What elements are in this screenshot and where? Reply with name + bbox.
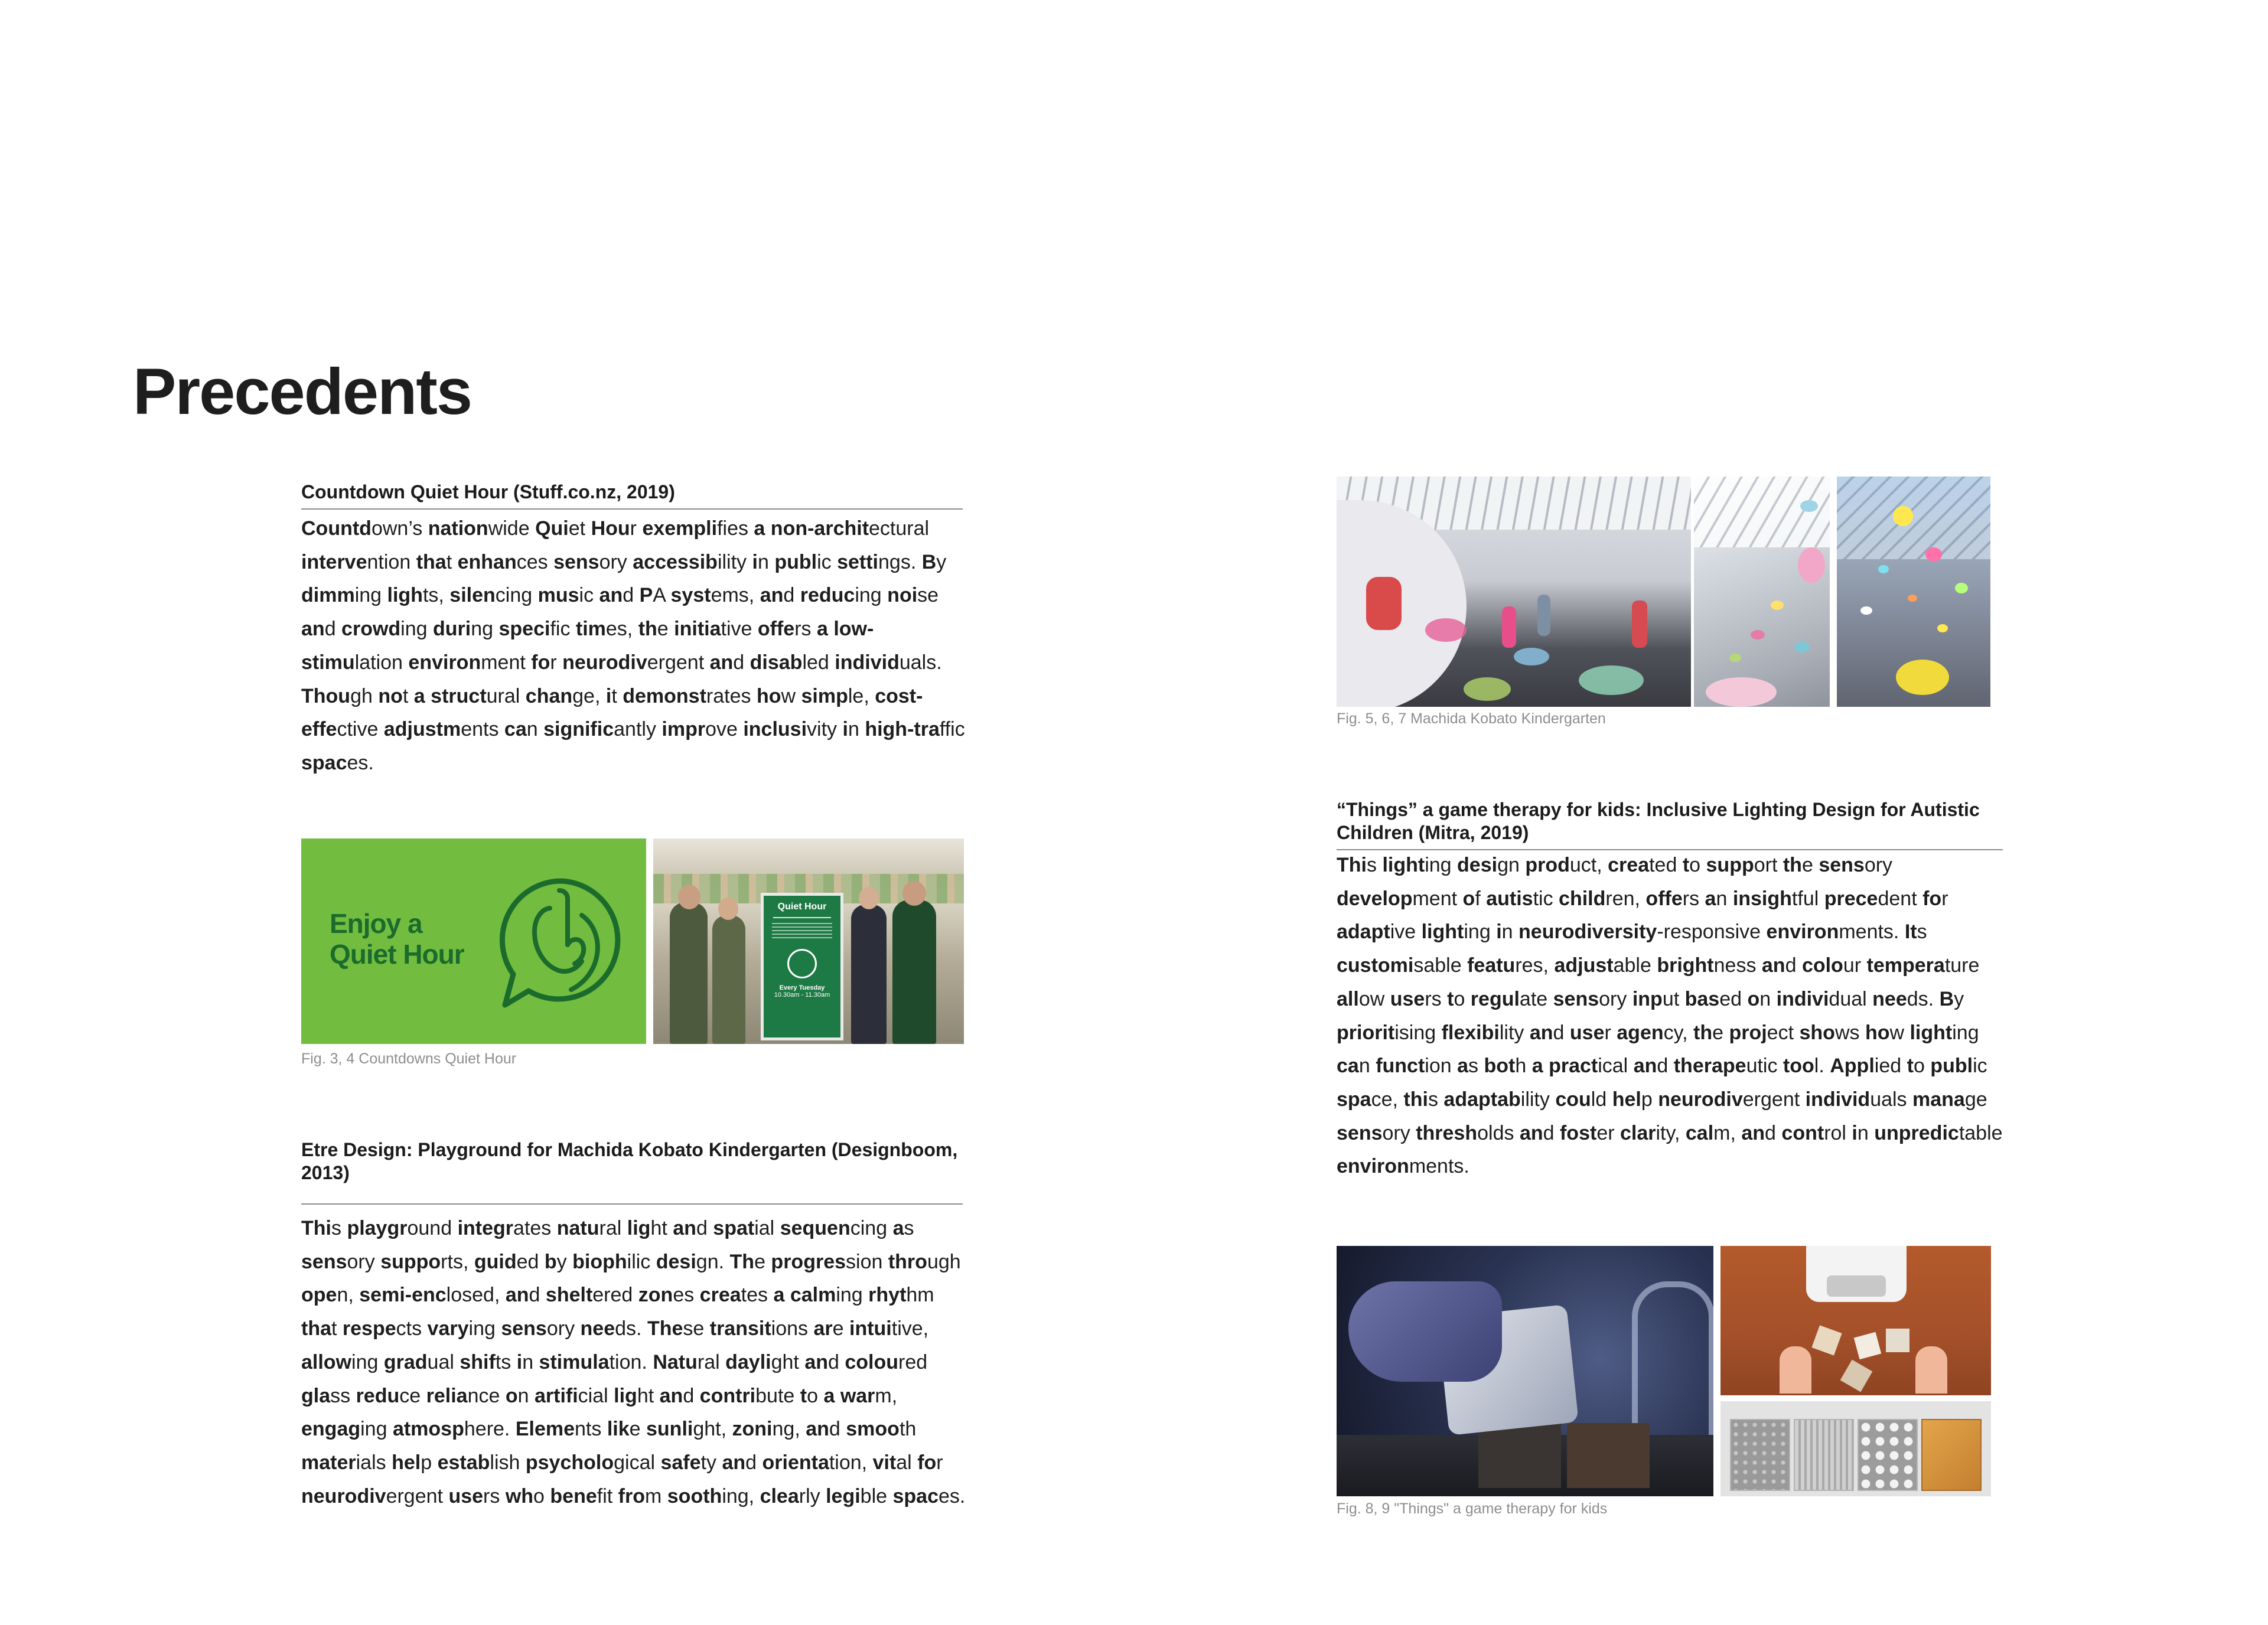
quiet-hour-sign bbox=[761, 893, 843, 1040]
things-hand-photo bbox=[1337, 1246, 1713, 1496]
etre-heading: Etre Design: Playground for Machida Kobato Kindergarten (Designboom, 2013) bbox=[301, 1138, 963, 1205]
machida-playground-photo-3 bbox=[1837, 477, 1990, 707]
sign-title: Quiet Hour bbox=[777, 902, 827, 912]
etre-paragraph: This playground integrates natural light and spatial sequencing as sensory supports, guided by biophilic design. The progression through open, semi-enclosed, and sheltered zones creates a calming rhythm that respects varying sensory needs. These transitions are intuitive, allowing gradual shifts in stimulation. Natural daylight and coloured glass reduce reliance on artificial light and contribute to a warm, engaging atmosphere. Elements like sunlight, zoning, and smooth materials help establish psychological safety and orientation, vital for neurodivergent users who benefit from soothing, clearly legible spaces. bbox=[301, 1217, 966, 1507]
machida-playground-photo-2 bbox=[1694, 477, 1830, 707]
fig-5-7-caption: Fig. 5, 6, 7 Machida Kobato Kindergarten bbox=[1337, 710, 1606, 727]
fig-3-4-caption: Fig. 3, 4 Countdowns Quiet Hour bbox=[301, 1050, 517, 1067]
things-heading: “Things” a game therapy for kids: Inclusive Lighting Design for Autistic Children (Mitra, 2019) bbox=[1337, 798, 2003, 850]
countdown-heading: Countdown Quiet Hour (Stuff.co.nz, 2019) bbox=[301, 481, 963, 510]
quiet-finger-icon bbox=[493, 874, 629, 1010]
sign-day: Every Tuesday bbox=[779, 984, 825, 991]
sign-time: 10.30am - 11.30am bbox=[774, 991, 830, 999]
things-paragraph: This lighting design product, created to support the sensory development of autistic children, offers an insightful precedent for adaptive lighting in neurodiversity-responsive environments. Its customisable features, adjustable brightness and colour temperature allow users to regulate sensory input based on individual needs. By prioritising flexibility and user agency, the project shows how lighting can function as both a practical and therapeutic tool. Applied to public space, this adaptability could help neurodivergent individuals manage sensory thresholds and foster clarity, calm, and control in unpredictable environments. bbox=[1337, 854, 2003, 1178]
countdown-staff-photo bbox=[653, 838, 964, 1044]
banner-text-line1: Enjoy a bbox=[330, 908, 422, 939]
machida-playground-photo-1 bbox=[1337, 477, 1691, 707]
fig-8-9-caption: Fig. 8, 9 "Things" a game therapy for kids bbox=[1337, 1500, 1608, 1517]
page-title: Precedents bbox=[133, 355, 472, 428]
things-cubes-top-photo bbox=[1720, 1246, 1991, 1395]
things-cubes-row-photo bbox=[1720, 1401, 1991, 1496]
countdown-paragraph: Countdown’s nationwide Quiet Hour exemplifies a non-architectural intervention that enhances sensory accessibility in public settings. By dimming lights, silencing music and PA systems, and reducing noise and crowding during specific times, the initiative offers a low-stimulation environment for neurodivergent and disabled individuals. Though not a structural change, it demonstrates how simple, cost-effective adjustments can significantly improve inclusivity in high-traffic spaces. bbox=[301, 517, 965, 774]
quiet-hour-banner-image bbox=[301, 838, 646, 1044]
banner-text-line2: Quiet Hour bbox=[330, 939, 464, 970]
